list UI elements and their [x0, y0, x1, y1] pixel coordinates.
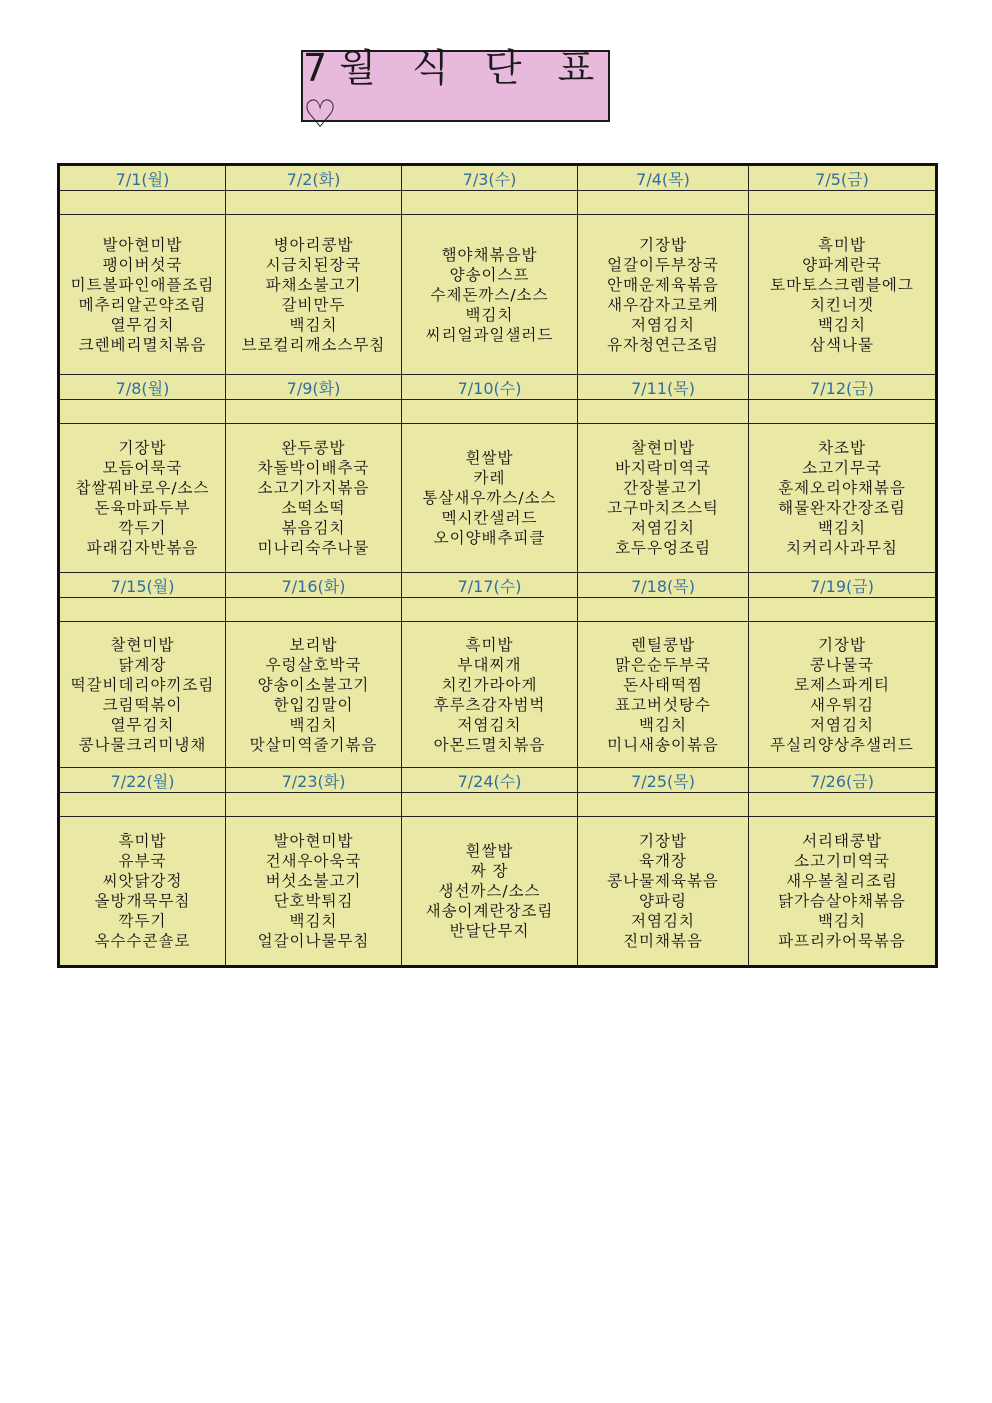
- day-date: 7/10(수): [402, 375, 578, 400]
- menu-item: 맑은순두부국: [615, 655, 711, 674]
- day-menu: [226, 622, 402, 768]
- menu-item: 얼갈이두부장국: [607, 255, 719, 274]
- menu-item: 새우볼칠리조림: [786, 872, 898, 890]
- menu-item: 흰쌀밥: [465, 449, 514, 467]
- menu-item: 삼색나물: [810, 335, 874, 354]
- day-menu: [578, 622, 749, 768]
- menu-item: 열무김치: [110, 715, 175, 734]
- menu-item: 백김치: [818, 912, 866, 930]
- blank-cell: [749, 400, 937, 424]
- menu-item: 파래김자반볶음: [86, 539, 199, 557]
- menu-item: 미나리숙주나물: [257, 539, 370, 557]
- day-menu: [749, 424, 937, 573]
- menu-item: 닭가슴살야채볶음: [778, 892, 906, 910]
- day-menu: [578, 817, 749, 967]
- day-date: 7/22(월): [59, 768, 226, 793]
- menu-item: 치킨너겟: [810, 295, 874, 314]
- blank-cell: [749, 191, 937, 215]
- menu-item: 아몬드멸치볶음: [433, 735, 546, 754]
- menu-item: 병아리콩밥: [273, 235, 354, 254]
- day-date: 7/3(수): [402, 165, 578, 191]
- menu-row: [59, 622, 937, 768]
- blank-cell: [749, 793, 937, 817]
- menu-item: 발아현미밥: [102, 235, 183, 254]
- menu-item: 건새우아욱국: [265, 852, 362, 870]
- menu-table: [57, 163, 938, 968]
- menu-row: [59, 215, 937, 375]
- menu-item: 기장밥: [118, 439, 167, 457]
- blank-cell: [59, 793, 226, 817]
- blank-cell: [226, 598, 402, 622]
- day-menu: [59, 424, 226, 573]
- day-menu: [749, 817, 937, 967]
- menu-item: 백김치: [465, 305, 514, 324]
- menu-row: [59, 424, 937, 573]
- menu-item: 찹쌀꿔바로우/소스: [75, 479, 210, 497]
- menu-item: 크림떡볶이: [102, 695, 183, 714]
- menu-item: 반달단무지: [449, 922, 530, 940]
- menu-item: 떡갈비데리야끼조림: [70, 675, 215, 694]
- menu-item: 토마토스크렘블에그: [770, 275, 914, 294]
- blank-cell: [749, 598, 937, 622]
- day-menu: [402, 622, 578, 768]
- menu-item: 백김치: [818, 315, 866, 334]
- day-date: 7/11(목): [578, 375, 749, 400]
- menu-item: 보리밥: [289, 635, 338, 654]
- day-menu: [578, 424, 749, 573]
- menu-item: 깍두기: [118, 519, 167, 537]
- blank-cell: [226, 191, 402, 215]
- menu-item: 멕시칸샐러드: [441, 509, 538, 527]
- day-date: 7/9(화): [226, 375, 402, 400]
- date-row: [59, 768, 937, 793]
- day-date: 7/12(금): [749, 375, 937, 400]
- menu-item: 소고기미역국: [794, 852, 890, 870]
- menu-item: 닭계장: [118, 655, 167, 674]
- menu-item: 맛살미역줄기볶음: [249, 735, 378, 754]
- menu-item: 소고기가지볶음: [257, 479, 370, 497]
- menu-row: [59, 817, 937, 967]
- menu-item: 돈사태떡찜: [623, 675, 703, 694]
- day-menu: [226, 424, 402, 573]
- menu-item: 콩나물제육볶음: [607, 872, 719, 890]
- blank-cell: [226, 793, 402, 817]
- menu-item: 표고버섯탕수: [615, 695, 711, 714]
- page-title: 7월 식 단 표♡: [301, 50, 610, 122]
- menu-item: 렌틸콩밥: [631, 635, 695, 654]
- menu-item: 로제스파게티: [794, 675, 890, 694]
- menu-item: 차조밥: [818, 439, 866, 457]
- menu-item: 백김치: [818, 519, 866, 537]
- menu-item: 양송이스프: [449, 265, 530, 284]
- menu-item: 기장밥: [818, 635, 866, 654]
- menu-item: 메추리알곤약조림: [78, 295, 207, 314]
- menu-item: 새송이계란장조림: [425, 902, 554, 920]
- menu-item: 파프리카어묵볶음: [778, 932, 906, 950]
- menu-item: 새우튀김: [810, 695, 874, 714]
- menu-item: 양파링: [639, 892, 687, 910]
- menu-item: 백김치: [289, 912, 338, 930]
- menu-item: 브로컬리깨소스무침: [241, 335, 386, 354]
- blank-row: [59, 400, 937, 424]
- day-menu: [59, 215, 226, 375]
- menu-item: 미니새송이볶음: [607, 735, 719, 754]
- day-menu: [226, 215, 402, 375]
- day-menu: [749, 622, 937, 768]
- day-date: 7/1(월): [59, 165, 226, 191]
- blank-cell: [402, 598, 578, 622]
- menu-item: 육개장: [639, 852, 687, 870]
- menu-item: 양파계란국: [802, 255, 882, 274]
- menu-item: 저염김치: [457, 715, 522, 734]
- menu-item: 훈제오리야채볶음: [778, 479, 906, 497]
- blank-row: [59, 598, 937, 622]
- menu-item: 올방개묵무침: [94, 892, 191, 910]
- menu-item: 흑미밥: [118, 832, 167, 850]
- day-date: 7/23(화): [226, 768, 402, 793]
- menu-item: 백김치: [289, 715, 338, 734]
- menu-item: 카레: [473, 469, 506, 487]
- menu-item: 해물완자간장조림: [778, 499, 906, 517]
- day-menu: [226, 817, 402, 967]
- menu-item: 갈비만두: [281, 295, 346, 314]
- menu-item: 부대찌개: [457, 655, 522, 674]
- menu-item: 발아현미밥: [273, 832, 354, 850]
- day-menu: [749, 215, 937, 375]
- day-menu: [402, 215, 578, 375]
- day-date: 7/17(수): [402, 573, 578, 598]
- blank-cell: [402, 400, 578, 424]
- menu-item: 백김치: [639, 715, 687, 734]
- menu-item: 진미채볶음: [623, 932, 703, 950]
- menu-item: 모듬어묵국: [102, 459, 183, 477]
- menu-item: 햄야채볶음밥: [441, 245, 538, 264]
- menu-item: 완두콩밥: [281, 439, 346, 457]
- day-menu: [402, 817, 578, 967]
- day-date: 7/25(목): [578, 768, 749, 793]
- menu-item: 후루츠감자범벅: [433, 695, 546, 714]
- menu-item: 치커리사과무침: [786, 539, 898, 557]
- menu-item: 버섯소불고기: [265, 872, 362, 890]
- menu-item: 찰현미밥: [110, 635, 175, 654]
- menu-item: 기장밥: [639, 832, 687, 850]
- menu-item: 콩나물국: [810, 655, 874, 674]
- date-row: [59, 375, 937, 400]
- blank-cell: [578, 598, 749, 622]
- menu-item: 흑미밥: [465, 635, 514, 654]
- menu-item: 단호박튀김: [273, 892, 354, 910]
- menu-item: 통살새우까스/소스: [422, 489, 557, 507]
- menu-item: 파채소불고기: [265, 275, 362, 294]
- menu-item: 옥수수콘숄로: [94, 932, 191, 950]
- menu-item: 차돌박이배추국: [257, 459, 370, 477]
- menu-item: 돈육마파두부: [94, 499, 191, 517]
- menu-item: 유자청연근조림: [607, 335, 719, 354]
- day-menu: [578, 215, 749, 375]
- day-date: 7/5(금): [749, 165, 937, 191]
- menu-item: 양송이소불고기: [257, 675, 370, 694]
- menu-item: 푸실리양상추샐러드: [770, 735, 914, 754]
- menu-item: 팽이버섯국: [102, 255, 183, 274]
- day-date: 7/19(금): [749, 573, 937, 598]
- menu-item: 저염김치: [631, 519, 695, 537]
- blank-row: [59, 793, 937, 817]
- menu-item: 우렁살호박국: [265, 655, 362, 674]
- menu-item: 시금치된장국: [265, 255, 362, 274]
- menu-item: 수제돈까스/소스: [430, 285, 549, 304]
- menu-item: 기장밥: [639, 235, 687, 254]
- day-date: 7/4(목): [578, 165, 749, 191]
- menu-item: 한입김말이: [273, 695, 354, 714]
- menu-item: 열무김치: [110, 315, 175, 334]
- menu-item: 씨리얼과일샐러드: [425, 325, 554, 344]
- day-date: 7/8(월): [59, 375, 226, 400]
- day-menu: [59, 817, 226, 967]
- menu-item: 씨앗닭강정: [102, 872, 183, 890]
- day-date: 7/16(화): [226, 573, 402, 598]
- menu-item: 흑미밥: [818, 235, 866, 254]
- blank-cell: [578, 191, 749, 215]
- menu-item: 오이양배추피클: [433, 529, 546, 547]
- menu-item: 안매운제육볶음: [607, 275, 719, 294]
- menu-item: 찰현미밥: [631, 439, 695, 457]
- menu-item: 고구마치즈스틱: [607, 499, 719, 517]
- blank-cell: [59, 191, 226, 215]
- menu-item: 저염김치: [631, 912, 695, 930]
- menu-item: 소떡소떡: [281, 499, 346, 517]
- blank-cell: [402, 793, 578, 817]
- day-menu: [59, 622, 226, 768]
- blank-cell: [578, 793, 749, 817]
- menu-item: 치킨가라아게: [441, 675, 538, 694]
- blank-cell: [226, 400, 402, 424]
- blank-row: [59, 191, 937, 215]
- menu-item: 백김치: [289, 315, 338, 334]
- menu-item: 새우감자고로케: [607, 295, 719, 314]
- day-menu: [402, 424, 578, 573]
- menu-item: 깍두기: [118, 912, 167, 930]
- menu-item: 미트볼파인애플조림: [70, 275, 215, 294]
- day-date: 7/2(화): [226, 165, 402, 191]
- menu-item: 콩나물크리미냉채: [78, 735, 207, 754]
- menu-item: 흰쌀밥: [465, 842, 514, 860]
- menu-item: 저염김치: [810, 715, 874, 734]
- day-date: 7/15(월): [59, 573, 226, 598]
- day-date: 7/18(목): [578, 573, 749, 598]
- menu-item: 소고기무국: [802, 459, 882, 477]
- blank-cell: [402, 191, 578, 215]
- menu-item: 생선까스/소스: [438, 882, 541, 900]
- menu-item: 바지락미역국: [615, 459, 711, 477]
- menu-item: 서리태콩밥: [802, 832, 882, 850]
- day-date: 7/24(수): [402, 768, 578, 793]
- date-row: [59, 165, 937, 191]
- blank-cell: [578, 400, 749, 424]
- menu-item: 크렌베리멸치볶음: [78, 335, 207, 354]
- menu-item: 유부국: [118, 852, 167, 870]
- menu-item: 얼갈이나물무침: [257, 932, 370, 950]
- menu-item: 볶음김치: [281, 519, 346, 537]
- menu-item: 간장불고기: [623, 479, 703, 497]
- menu-item: 호두우엉조림: [615, 539, 711, 557]
- day-date: 7/26(금): [749, 768, 937, 793]
- menu-item: 저염김치: [631, 315, 695, 334]
- blank-cell: [59, 598, 226, 622]
- blank-cell: [59, 400, 226, 424]
- date-row: [59, 573, 937, 598]
- menu-item: 짜 장: [470, 862, 509, 880]
